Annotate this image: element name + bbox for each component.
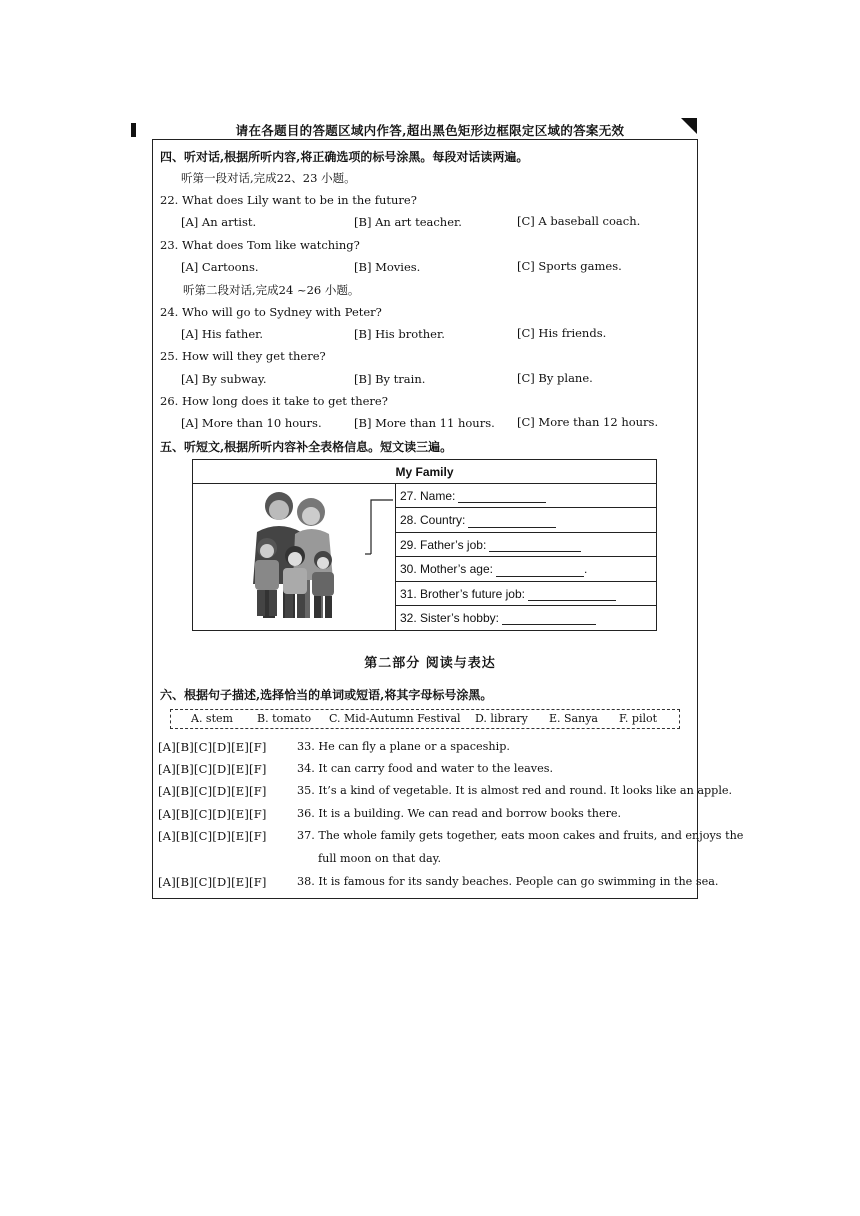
option-22b[interactable]: [B] An art teacher. [354,215,462,229]
part2-title: 第二部分 阅读与表达 [364,656,496,671]
table-row-brother-job [396,582,656,606]
table-row-mother-age [396,557,656,581]
question-24: 24. Who will go to Sydney with Peter? [160,305,382,319]
row-label-mother-age: 30. Mother’s age: [400,562,493,577]
choice-bubbles-37[interactable]: [A][B][C][D][E][F] [158,829,267,843]
row-suffix-period: . [583,562,588,577]
word-bank [170,709,680,729]
dialogue2-instruction: 听第二段对话,完成24 ~26 小题。 [183,283,360,297]
item-34 [297,762,553,775]
question-26: 26. How long does it take to get there? [160,394,388,408]
family-info-table [192,459,657,631]
blank-mother-age[interactable] [496,564,584,577]
row-label-country: 28. Country: [400,513,466,528]
answer-area-notice: 请在各题目的答题区域内作答,超出黑色矩形边框限定区域的答案无效 [235,123,625,138]
question-25: 25. How will they get there? [160,349,326,363]
word-d: D. library [475,712,528,725]
blank-sister-hobby[interactable] [502,612,596,625]
choice-bubbles-35[interactable]: [A][B][C][D][E][F] [158,784,267,798]
alignment-mark-left [131,123,136,137]
option-24a[interactable]: [A] His father. [181,327,264,341]
item-33-number: 33. [297,740,315,753]
family-picture-cell [193,484,396,630]
option-22a[interactable]: [A] An artist. [181,215,257,229]
blank-country[interactable] [468,515,556,528]
question-23: 23. What does Tom like watching? [160,238,360,252]
option-25b[interactable]: [B] By train. [354,372,426,386]
option-24c[interactable]: [C] His friends. [517,326,607,340]
item-35 [297,784,732,797]
item-33-text: He can fly a plane or a spaceship. [318,740,510,753]
item-33 [297,740,510,753]
table-row-name [396,484,656,508]
choice-bubbles-34[interactable]: [A][B][C][D][E][F] [158,762,267,776]
item-37-continuation: full moon on that day. [318,852,442,865]
row-label-sister-hobby: 32. Sister’s hobby: [400,611,499,625]
family-picture [193,484,393,628]
option-22c[interactable]: [C] A baseball coach. [517,214,641,228]
item-37-number: 37. [297,829,315,842]
option-25c[interactable]: [C] By plane. [517,371,593,385]
word-b: B. tomato [257,712,312,725]
blank-brother-job[interactable] [528,588,616,601]
item-35-text: It’s a kind of vegetable. It is almost red and round. It looks like an apple. [318,784,733,797]
option-25a[interactable]: [A] By subway. [181,372,267,386]
item-35-number: 35. [297,784,315,797]
word-c: C. Mid-Autumn Festival [329,712,461,725]
item-36 [297,807,621,820]
item-34-text: It can carry food and water to the leaves. [318,762,553,775]
choice-bubbles-36[interactable]: [A][B][C][D][E][F] [158,807,267,821]
section6-title: 六、根据句子描述,选择恰当的单词或短语,将其字母标号涂黑。 [160,688,493,702]
option-26b[interactable]: [B] More than 11 hours. [354,416,495,430]
section5-title: 五、听短文,根据所听内容补全表格信息。短文读三遍。 [160,440,453,454]
option-23c[interactable]: [C] Sports games. [517,259,622,273]
choice-bubbles-33[interactable]: [A][B][C][D][E][F] [158,740,267,754]
item-37 [297,829,743,842]
choice-bubbles-38[interactable]: [A][B][C][D][E][F] [158,875,267,889]
question-22: 22. What does Lily want to be in the future? [160,193,417,207]
option-24b[interactable]: [B] His brother. [354,327,445,341]
blank-name[interactable] [458,490,546,503]
alignment-mark-right [681,118,697,134]
item-34-number: 34. [297,762,315,775]
word-f: F. pilot [619,712,658,725]
row-label-father-job: 29. Father’s job: [400,537,487,552]
dialogue1-instruction: 听第一段对话,完成22、23 小题。 [181,171,356,185]
table-row-country [396,508,656,532]
table-row-sister-hobby [396,606,656,630]
option-26c[interactable]: [C] More than 12 hours. [517,415,659,429]
item-37-text: The whole family gets together, eats moon cakes and fruits, and enjoys the [318,829,744,842]
word-e: E. Sanya [549,712,598,725]
row-label-name: 27. Name: [400,489,456,503]
word-a: A. stem [191,712,233,725]
blank-father-job[interactable] [489,539,581,552]
item-38-number: 38. [297,875,315,888]
option-23b[interactable]: [B] Movies. [354,260,421,274]
item-36-text: It is a building. We can read and borrow books there. [318,807,622,820]
item-38 [297,875,718,888]
section4-title: 四、听对话,根据所听内容,将正确选项的标号涂黑。每段对话读两遍。 [160,150,529,164]
item-38-text: It is famous for its sandy beaches. People can go swimming in the sea. [318,875,719,888]
item-36-number: 36. [297,807,315,820]
option-23a[interactable]: [A] Cartoons. [181,260,259,274]
row-label-brother-job: 31. Brother’s future job: [400,586,525,601]
table-title: My Family [193,460,656,484]
table-row-father-job [396,533,656,557]
option-26a[interactable]: [A] More than 10 hours. [181,416,322,430]
